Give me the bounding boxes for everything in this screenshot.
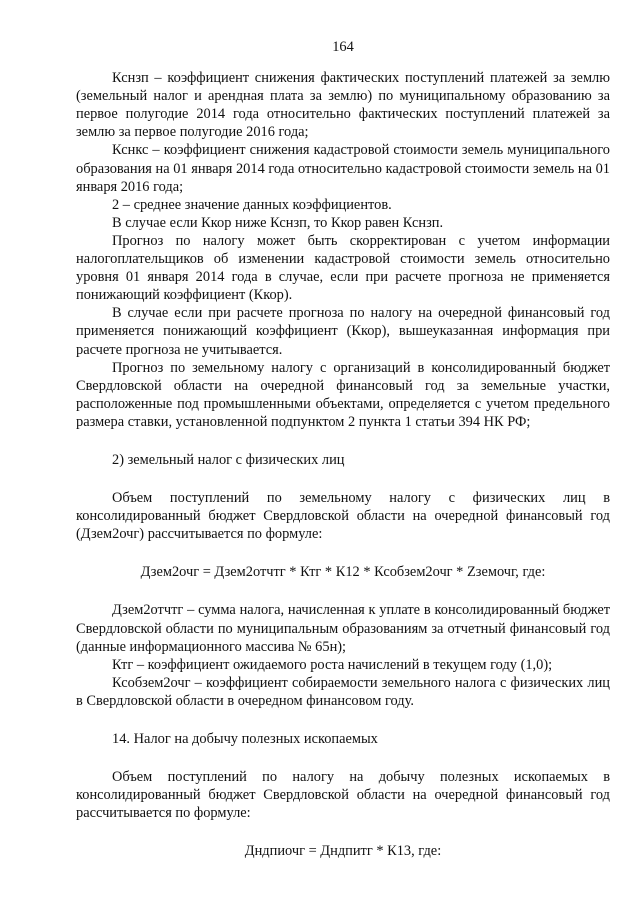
- paragraph-organizations-forecast: Прогноз по земельному налогу с организаций в консолидированный бюджет Свердловской области на очередной финансовый год за земельные участки, расположенные под промышленными объектами, определяется с учетом предельного размера ставки, установленной подпунктом 2 пункта 1 статьи 394 НК РФ;: [76, 359, 610, 430]
- paragraph-ksnzp-definition: Кснзп – коэффициент снижения фактических поступлений платежей за землю (земельный налог и арендная плата за землю) по муниципальному образованию за первое полугодие 2014 года относительно фактических поступлений платежей за землю за первое полугодие 2016 года;: [76, 70, 610, 141]
- paragraph-dzem2otchtg-definition: Дзем2отчтг – сумма налога, начисленная к уплате в консолидированный бюджет Свердловской области по муниципальным образованиям за отчетный финансовый год (данные информационного массива № 65н);: [76, 602, 610, 655]
- paragraph-ndpi-volume: Объем поступлений по налогу на добычу полезных ископаемых в консолидированный бюджет Свердловской области на очередной финансовый год рассчитывается по формуле:: [76, 769, 610, 822]
- section-heading-land-tax-individuals: 2) земельный налог с физических лиц: [112, 451, 345, 468]
- paragraph-kkor-condition: В случае если Ккор ниже Кснзп, то Ккор равен Кснзп.: [112, 214, 444, 231]
- page-number: 164: [332, 39, 354, 55]
- formula-dndpiochg: Дндпиочг = Дндпитг * К13, где:: [244, 843, 442, 860]
- section-heading-mineral-extraction-tax: 14. Налог на добычу полезных ископаемых: [112, 731, 378, 747]
- paragraph-ktg-definition: Ктг – коэффициент ожидаемого роста начислений в текущем году (1,0);: [112, 656, 553, 673]
- paragraph-average-note: 2 – среднее значение данных коэффициентов.: [112, 196, 392, 213]
- paragraph-individuals-volume: Объем поступлений по земельному налогу с физических лиц в консолидированный бюджет Свердловской области на очередной финансовый год (Дзем2очг) рассчитывается по формуле:: [76, 490, 610, 543]
- paragraph-ksobzem-definition: Ксобзем2очг – коэффициент собираемости земельного налога с физических лиц в Свердловской области в очередном финансовом году.: [76, 674, 610, 709]
- formula-dzem2ochg: Дзем2очг = Дзем2отчтг * Ктг * К12 * Ксобзем2очг * Zземочг, где:: [140, 564, 546, 581]
- paragraph-forecast-correction: Прогноз по налогу может быть скорректирован с учетом информации налогоплательщиков об изменении кадастровой стоимости земель относительно уровня 01 января 2014 года в случае, если при расчете прогноза не применяется понижающий коэффициент (Ккор).: [76, 232, 610, 304]
- paragraph-kkor-applied: В случае если при расчете прогноза по налогу на очередной финансовый год применяется понижающий коэффициент (Ккор), вышеуказанная информация при расчете прогноза не учитывается.: [76, 305, 610, 358]
- paragraph-ksnks-definition: Кснкс – коэффициент снижения кадастровой стоимости земель муниципального образования на 01 января 2014 года относительно кадастровой стоимости земель на 01 января 2016 года;: [76, 142, 610, 195]
